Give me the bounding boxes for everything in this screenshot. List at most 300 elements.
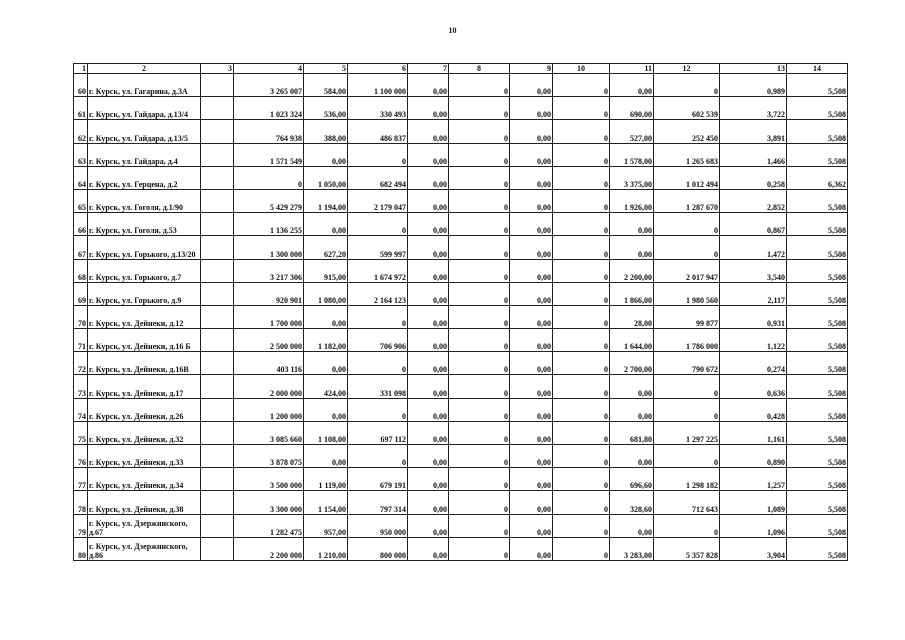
- value-cell: 696,60: [610, 468, 654, 491]
- value-cell: 0,00: [510, 213, 553, 236]
- value-cell: 0: [553, 236, 610, 259]
- value-cell: 5,508: [787, 282, 848, 305]
- value-cell: 0: [553, 421, 610, 444]
- value-cell: [201, 259, 234, 282]
- value-cell: 0,867: [720, 213, 787, 236]
- value-cell: 5,508: [787, 120, 848, 143]
- column-header: 1: [74, 64, 88, 74]
- value-cell: 0: [553, 166, 610, 189]
- value-cell: 0: [449, 375, 510, 398]
- value-cell: 388,00: [304, 120, 348, 143]
- value-cell: 0,00: [408, 329, 449, 352]
- value-cell: 627,20: [304, 236, 348, 259]
- value-cell: 0: [654, 445, 720, 468]
- value-cell: 0: [553, 514, 610, 537]
- value-cell: [201, 421, 234, 444]
- value-cell: 0,00: [510, 421, 553, 444]
- row-number-cell: 62: [74, 120, 88, 143]
- value-cell: 712 643: [654, 491, 720, 514]
- value-cell: 5,508: [787, 491, 848, 514]
- value-cell: 0: [449, 120, 510, 143]
- value-cell: 706 906: [348, 329, 408, 352]
- value-cell: 0: [553, 329, 610, 352]
- table-row: [74, 491, 848, 514]
- value-cell: 5,508: [787, 305, 848, 328]
- value-cell: 2 179 047: [348, 189, 408, 212]
- value-cell: 679 191: [348, 468, 408, 491]
- address-cell: г. Курск, ул. Гоголя, д.1/90: [88, 189, 201, 212]
- table-row: [74, 398, 848, 421]
- address-cell: г. Курск, ул. Дейнеки, д.38: [88, 491, 201, 514]
- value-cell: 0,00: [610, 445, 654, 468]
- value-cell: 403 116: [234, 352, 304, 375]
- table-row: [74, 305, 848, 328]
- table-row: [74, 421, 848, 444]
- value-cell: 1 980 560: [654, 282, 720, 305]
- table-row: [74, 166, 848, 189]
- value-cell: 0,00: [510, 282, 553, 305]
- address-cell: г. Курск, ул. Гоголя, д.53: [88, 213, 201, 236]
- value-cell: 1 050,00: [304, 166, 348, 189]
- value-cell: 1,472: [720, 236, 787, 259]
- value-cell: [201, 329, 234, 352]
- value-cell: 0: [553, 491, 610, 514]
- value-cell: 2,852: [720, 189, 787, 212]
- table-row: [74, 514, 848, 537]
- row-number-cell: 72: [74, 352, 88, 375]
- value-cell: 5,508: [787, 352, 848, 375]
- value-cell: 1 023 324: [234, 97, 304, 120]
- value-cell: 0: [449, 166, 510, 189]
- value-cell: 764 938: [234, 120, 304, 143]
- value-cell: 0,00: [510, 143, 553, 166]
- row-number-cell: 77: [74, 468, 88, 491]
- value-cell: 602 539: [654, 97, 720, 120]
- value-cell: 0,890: [720, 445, 787, 468]
- value-cell: 0,00: [510, 305, 553, 328]
- value-cell: 0,00: [304, 213, 348, 236]
- value-cell: [201, 97, 234, 120]
- value-cell: 0,00: [510, 189, 553, 212]
- value-cell: 1 786 000: [654, 329, 720, 352]
- value-cell: 1 080,00: [304, 282, 348, 305]
- value-cell: 3 878 075: [234, 445, 304, 468]
- value-cell: 1 298 182: [654, 468, 720, 491]
- value-cell: 1 578,00: [610, 143, 654, 166]
- value-cell: 0,00: [304, 352, 348, 375]
- value-cell: 2 200,00: [610, 259, 654, 282]
- value-cell: 0: [449, 329, 510, 352]
- value-cell: 682 494: [348, 166, 408, 189]
- value-cell: 0: [553, 305, 610, 328]
- value-cell: 5,508: [787, 329, 848, 352]
- value-cell: 0,428: [720, 398, 787, 421]
- value-cell: [201, 213, 234, 236]
- address-cell: г. Курск, ул. Дейнеки, д.32: [88, 421, 201, 444]
- row-number-cell: 63: [74, 143, 88, 166]
- value-cell: 5,508: [787, 375, 848, 398]
- value-cell: 527,00: [610, 120, 654, 143]
- value-cell: 5 429 279: [234, 189, 304, 212]
- value-cell: 2,117: [720, 282, 787, 305]
- value-cell: 1 926,00: [610, 189, 654, 212]
- value-cell: 797 314: [348, 491, 408, 514]
- value-cell: 0: [553, 398, 610, 421]
- value-cell: 0,00: [610, 213, 654, 236]
- value-cell: 790 672: [654, 352, 720, 375]
- value-cell: 0: [449, 143, 510, 166]
- value-cell: 5,508: [787, 143, 848, 166]
- value-cell: 0,00: [408, 213, 449, 236]
- value-cell: 0,00: [610, 74, 654, 97]
- value-cell: 0,00: [408, 514, 449, 537]
- value-cell: 2 017 947: [654, 259, 720, 282]
- table-row: [74, 189, 848, 212]
- column-header: 6: [348, 64, 408, 74]
- value-cell: 0,00: [408, 143, 449, 166]
- row-number-cell: 73: [74, 375, 88, 398]
- value-cell: 5,508: [787, 537, 848, 560]
- value-cell: 0,00: [408, 468, 449, 491]
- value-cell: 5,508: [787, 259, 848, 282]
- row-number-cell: 80: [74, 537, 88, 560]
- value-cell: 0: [553, 97, 610, 120]
- value-cell: 0,00: [408, 445, 449, 468]
- value-cell: 3 375,00: [610, 166, 654, 189]
- value-cell: 0: [553, 445, 610, 468]
- value-cell: 2 164 123: [348, 282, 408, 305]
- value-cell: 1 287 670: [654, 189, 720, 212]
- value-cell: 0,989: [720, 74, 787, 97]
- value-cell: 1,161: [720, 421, 787, 444]
- value-cell: 3,904: [720, 537, 787, 560]
- value-cell: 0: [553, 537, 610, 560]
- value-cell: 0: [654, 514, 720, 537]
- value-cell: 0: [449, 445, 510, 468]
- value-cell: 486 837: [348, 120, 408, 143]
- value-cell: 0: [553, 143, 610, 166]
- row-number-cell: 79: [74, 514, 88, 537]
- value-cell: 0,00: [408, 352, 449, 375]
- value-cell: 0: [553, 189, 610, 212]
- value-cell: 0,00: [408, 375, 449, 398]
- value-cell: 0: [449, 236, 510, 259]
- value-cell: 5,508: [787, 514, 848, 537]
- value-cell: 0: [348, 213, 408, 236]
- address-cell: г. Курск, ул. Горького, д.13/20: [88, 236, 201, 259]
- value-cell: 1 265 683: [654, 143, 720, 166]
- address-cell: г. Курск, ул. Дейнеки, д.33: [88, 445, 201, 468]
- value-cell: 0,00: [610, 514, 654, 537]
- address-cell: г. Курск, ул. Гайдара, д.13/5: [88, 120, 201, 143]
- value-cell: 0,00: [510, 468, 553, 491]
- value-cell: 1,257: [720, 468, 787, 491]
- table-row: [74, 236, 848, 259]
- value-cell: 0,00: [304, 445, 348, 468]
- value-cell: 0: [449, 421, 510, 444]
- value-cell: 0,258: [720, 166, 787, 189]
- header-row: [74, 64, 848, 74]
- value-cell: 0,00: [510, 120, 553, 143]
- column-header: 8: [449, 64, 510, 74]
- column-header: 12: [654, 64, 720, 74]
- value-cell: 0: [348, 398, 408, 421]
- value-cell: 5,508: [787, 398, 848, 421]
- value-cell: 5,508: [787, 74, 848, 97]
- value-cell: 0: [553, 282, 610, 305]
- value-cell: 536,00: [304, 97, 348, 120]
- value-cell: 2 200 000: [234, 537, 304, 560]
- row-number-cell: 60: [74, 74, 88, 97]
- value-cell: 0: [449, 468, 510, 491]
- value-cell: 0: [449, 352, 510, 375]
- value-cell: 0,00: [610, 398, 654, 421]
- value-cell: 1,466: [720, 143, 787, 166]
- row-number-cell: 64: [74, 166, 88, 189]
- column-header: 7: [408, 64, 449, 74]
- value-cell: 0: [449, 491, 510, 514]
- value-cell: 0: [553, 352, 610, 375]
- column-header: 4: [234, 64, 304, 74]
- row-number-cell: 70: [74, 305, 88, 328]
- address-cell: г. Курск, ул. Дзержинского, д.86: [88, 537, 201, 560]
- value-cell: 1 136 255: [234, 213, 304, 236]
- value-cell: 0: [234, 166, 304, 189]
- value-cell: 1,089: [720, 491, 787, 514]
- value-cell: 0,00: [408, 537, 449, 560]
- value-cell: 0,00: [408, 398, 449, 421]
- value-cell: 0,00: [510, 398, 553, 421]
- value-cell: 0,931: [720, 305, 787, 328]
- address-cell: г. Курск, ул. Дейнеки, д.17: [88, 375, 201, 398]
- value-cell: 2 000 000: [234, 375, 304, 398]
- value-cell: 0,00: [408, 421, 449, 444]
- value-cell: 5,508: [787, 97, 848, 120]
- value-cell: 6,362: [787, 166, 848, 189]
- value-cell: 0: [348, 143, 408, 166]
- address-cell: г. Курск, ул. Горького, д.7: [88, 259, 201, 282]
- value-cell: 0: [449, 305, 510, 328]
- value-cell: 0,00: [408, 74, 449, 97]
- value-cell: 0,00: [510, 259, 553, 282]
- value-cell: 681,80: [610, 421, 654, 444]
- column-header: 11: [610, 64, 654, 74]
- value-cell: 0: [553, 468, 610, 491]
- row-number-cell: 75: [74, 421, 88, 444]
- value-cell: 690,00: [610, 97, 654, 120]
- value-cell: 5,508: [787, 445, 848, 468]
- value-cell: 800 000: [348, 537, 408, 560]
- value-cell: 3 500 000: [234, 468, 304, 491]
- value-cell: 328,60: [610, 491, 654, 514]
- value-cell: 0: [449, 189, 510, 212]
- value-cell: 3,722: [720, 97, 787, 120]
- value-cell: [201, 143, 234, 166]
- value-cell: 0,00: [408, 282, 449, 305]
- value-cell: [201, 537, 234, 560]
- value-cell: [201, 468, 234, 491]
- value-cell: 1 012 494: [654, 166, 720, 189]
- value-cell: 0: [449, 537, 510, 560]
- value-cell: 0: [449, 213, 510, 236]
- table-row: [74, 143, 848, 166]
- value-cell: 0: [348, 445, 408, 468]
- value-cell: 0,00: [304, 398, 348, 421]
- value-cell: 252 450: [654, 120, 720, 143]
- value-cell: 957,00: [304, 514, 348, 537]
- row-number-cell: 65: [74, 189, 88, 212]
- row-number-cell: 61: [74, 97, 88, 120]
- table-row: [74, 375, 848, 398]
- column-header: 14: [787, 64, 848, 74]
- value-cell: 1 297 225: [654, 421, 720, 444]
- value-cell: 0,274: [720, 352, 787, 375]
- value-cell: [201, 305, 234, 328]
- table-row: [74, 213, 848, 236]
- value-cell: [201, 375, 234, 398]
- value-cell: 0: [449, 259, 510, 282]
- value-cell: 1 200 000: [234, 398, 304, 421]
- value-cell: 0,00: [510, 537, 553, 560]
- data-table: [73, 63, 848, 561]
- value-cell: [201, 352, 234, 375]
- value-cell: 1,122: [720, 329, 787, 352]
- value-cell: 5,508: [787, 421, 848, 444]
- table-row: [74, 97, 848, 120]
- value-cell: 920 901: [234, 282, 304, 305]
- value-cell: 0: [654, 213, 720, 236]
- value-cell: 584,00: [304, 74, 348, 97]
- row-number-cell: 71: [74, 329, 88, 352]
- value-cell: 330 493: [348, 97, 408, 120]
- row-number-cell: 69: [74, 282, 88, 305]
- table-body: [74, 64, 848, 561]
- value-cell: 3 283,00: [610, 537, 654, 560]
- value-cell: 0: [654, 74, 720, 97]
- value-cell: 0,00: [610, 375, 654, 398]
- value-cell: [201, 514, 234, 537]
- value-cell: 0,00: [510, 445, 553, 468]
- address-cell: г. Курск, ул. Дейнеки, д.34: [88, 468, 201, 491]
- value-cell: 0,00: [510, 166, 553, 189]
- address-cell: г. Курск, ул. Дзержинского, д.67: [88, 514, 201, 537]
- value-cell: 0: [449, 282, 510, 305]
- value-cell: 0,00: [510, 329, 553, 352]
- column-header: 5: [304, 64, 348, 74]
- value-cell: 3 300 000: [234, 491, 304, 514]
- row-number-cell: 68: [74, 259, 88, 282]
- row-number-cell: 78: [74, 491, 88, 514]
- address-cell: г. Курск, ул. Дейнеки, д.16В: [88, 352, 201, 375]
- value-cell: 0,00: [510, 375, 553, 398]
- value-cell: 0,00: [408, 120, 449, 143]
- value-cell: 0,00: [408, 97, 449, 120]
- row-number-cell: 76: [74, 445, 88, 468]
- value-cell: 1 644,00: [610, 329, 654, 352]
- value-cell: 5,508: [787, 236, 848, 259]
- value-cell: 5,508: [787, 468, 848, 491]
- table-row: [74, 537, 848, 560]
- value-cell: 1 300 000: [234, 236, 304, 259]
- value-cell: 1 700 000: [234, 305, 304, 328]
- value-cell: 0: [553, 259, 610, 282]
- address-cell: г. Курск, ул. Гайдара, д.13/4: [88, 97, 201, 120]
- value-cell: 0,00: [408, 259, 449, 282]
- value-cell: 0: [654, 375, 720, 398]
- value-cell: 0,00: [304, 143, 348, 166]
- value-cell: [201, 166, 234, 189]
- table-row: [74, 352, 848, 375]
- value-cell: 3 217 306: [234, 259, 304, 282]
- value-cell: 0,00: [408, 189, 449, 212]
- value-cell: 0: [348, 305, 408, 328]
- value-cell: 331 098: [348, 375, 408, 398]
- value-cell: [201, 120, 234, 143]
- table-row: [74, 329, 848, 352]
- page-number: 10: [448, 26, 457, 35]
- value-cell: 2 500 000: [234, 329, 304, 352]
- column-header: 10: [553, 64, 610, 74]
- value-cell: 2 700,00: [610, 352, 654, 375]
- value-cell: 1 182,00: [304, 329, 348, 352]
- value-cell: 0,00: [304, 305, 348, 328]
- value-cell: 0,00: [510, 97, 553, 120]
- address-cell: г. Курск, ул. Горького, д.9: [88, 282, 201, 305]
- value-cell: 5 357 828: [654, 537, 720, 560]
- value-cell: [201, 189, 234, 212]
- value-cell: [201, 236, 234, 259]
- value-cell: 0: [449, 398, 510, 421]
- value-cell: [201, 445, 234, 468]
- value-cell: 0,00: [510, 74, 553, 97]
- value-cell: 99 877: [654, 305, 720, 328]
- value-cell: 1,096: [720, 514, 787, 537]
- value-cell: 1 866,00: [610, 282, 654, 305]
- value-cell: 0,00: [408, 166, 449, 189]
- table-row: [74, 445, 848, 468]
- value-cell: 1 154,00: [304, 491, 348, 514]
- value-cell: 28,00: [610, 305, 654, 328]
- address-cell: г. Курск, ул. Дейнеки, д.26: [88, 398, 201, 421]
- table-row: [74, 282, 848, 305]
- value-cell: 5,508: [787, 213, 848, 236]
- value-cell: 3 085 660: [234, 421, 304, 444]
- table-row: [74, 120, 848, 143]
- value-cell: [201, 491, 234, 514]
- address-cell: г. Курск, ул. Герцена, д.2: [88, 166, 201, 189]
- value-cell: 424,00: [304, 375, 348, 398]
- value-cell: 5,508: [787, 189, 848, 212]
- value-cell: 3,540: [720, 259, 787, 282]
- value-cell: [201, 282, 234, 305]
- address-cell: г. Курск, ул. Гайдара, д.4: [88, 143, 201, 166]
- value-cell: 0: [654, 398, 720, 421]
- value-cell: 0,00: [510, 491, 553, 514]
- value-cell: 0,00: [408, 305, 449, 328]
- column-header: 13: [720, 64, 787, 74]
- column-header: 2: [88, 64, 201, 74]
- value-cell: 915,00: [304, 259, 348, 282]
- value-cell: 1 108,00: [304, 421, 348, 444]
- table-row: [74, 74, 848, 97]
- value-cell: 3 265 007: [234, 74, 304, 97]
- table-row: [74, 259, 848, 282]
- column-header: 3: [201, 64, 234, 74]
- value-cell: 0,00: [510, 514, 553, 537]
- value-cell: 0: [553, 375, 610, 398]
- value-cell: 1 100 000: [348, 74, 408, 97]
- value-cell: 697 112: [348, 421, 408, 444]
